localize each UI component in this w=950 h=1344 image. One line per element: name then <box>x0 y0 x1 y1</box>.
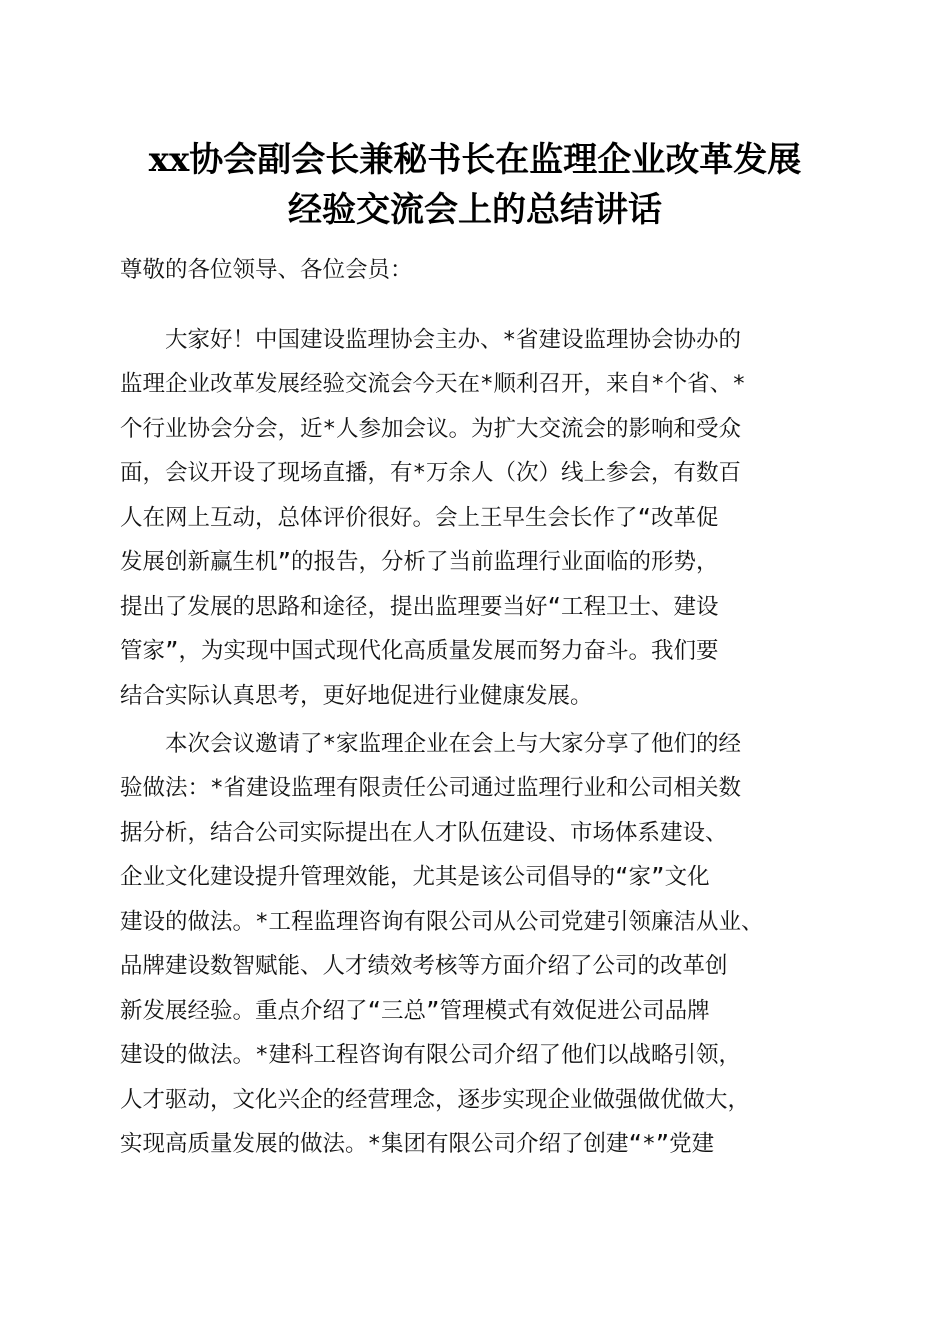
salutation-line: 尊敬的各位领导、各位会员： <box>120 257 413 283</box>
document-title-line-1: xx协会副会长兼秘书长在监理企业改革发展 <box>148 140 802 180</box>
body-text-line: 大家好！中国建设监理协会主办、*省建设监理协会协办的 <box>120 327 742 353</box>
body-text-line: 验做法：*省建设监理有限责任公司通过监理行业和公司相关数 <box>120 775 742 801</box>
body-text-line: 人在网上互动，总体评价很好。会上王早生会长作了“改革促 <box>120 505 719 531</box>
body-text-line: 品牌建设数智赋能、人才绩效考核等方面介绍了公司的改革创 <box>120 953 728 979</box>
body-text-line: 建设的做法。*建科工程咨询有限公司介绍了他们以战略引领， <box>120 1042 742 1068</box>
body-text-line: 实现高质量发展的做法。*集团有限公司介绍了创建“*”党建 <box>120 1131 715 1157</box>
body-text-line: 监理企业改革发展经验交流会今天在*顺利召开，来自*个省、* <box>120 371 746 397</box>
body-text-line: 结合实际认真思考，更好地促进行业健康发展。 <box>120 683 593 709</box>
body-text-line: 建设的做法。*工程监理咨询有限公司从公司党建引领廉洁从业、 <box>120 909 764 935</box>
body-text-line: 提出了发展的思路和途径，提出监理要当好“工程卫士、建设 <box>120 594 719 620</box>
body-text-line: 据分析，结合公司实际提出在人才队伍建设、市场体系建设、 <box>120 820 728 846</box>
body-text-line: 人才驱动，文化兴企的经营理念，逐步实现企业做强做优做大， <box>120 1087 751 1113</box>
body-text-line: 面，会议开设了现场直播，有*万余人（次）线上参会，有数百 <box>120 460 742 486</box>
document-title-line-2: 经验交流会上的总结讲话 <box>288 190 662 230</box>
body-text-line: 企业文化建设提升管理效能，尤其是该公司倡导的“家”文化 <box>120 864 710 890</box>
body-text-line: 发展创新赢生机”的报告，分析了当前监理行业面临的形势， <box>120 549 719 575</box>
body-text-line: 管家”，为实现中国式现代化高质量发展而努力奋斗。我们要 <box>120 638 719 664</box>
body-text-line: 个行业协会分会，近*人参加会议。为扩大交流会的影响和受众 <box>120 416 742 442</box>
body-text-line: 本次会议邀请了*家监理企业在会上与大家分享了他们的经 <box>120 731 742 757</box>
body-text-line: 新发展经验。重点介绍了“三总”管理模式有效促进公司品牌 <box>120 998 710 1024</box>
